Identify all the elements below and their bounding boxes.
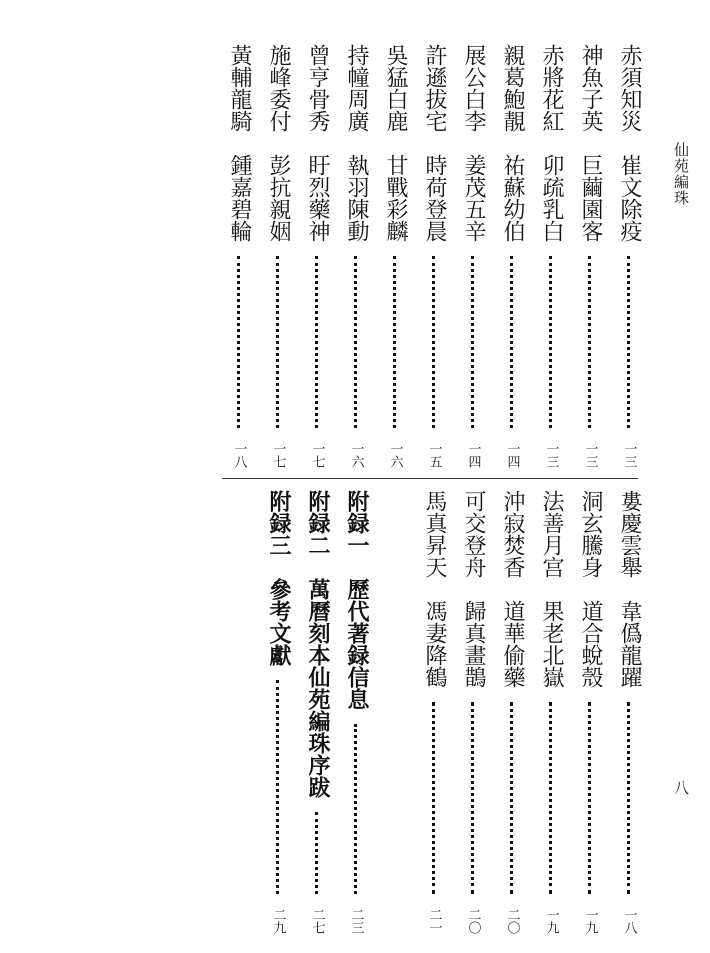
page-number: 八 — [672, 780, 690, 795]
running-title: 仙苑編珠 — [672, 142, 690, 206]
entry-page-number: 一三 — [582, 442, 598, 468]
dot-leader — [575, 688, 605, 908]
appendix-entry[interactable] — [341, 490, 371, 934]
entry-title-a: 馬真昇天 — [422, 490, 447, 578]
entry-page-number: 二〇 — [465, 908, 481, 934]
dot-leader — [263, 242, 293, 442]
toc-entry[interactable] — [341, 44, 371, 468]
entry-title-a: 沖寂焚香 — [500, 490, 525, 578]
entry-title-b: 卯疏乳白 — [539, 154, 564, 242]
dot-leader — [341, 242, 371, 442]
dot-leader — [341, 710, 371, 908]
entry-title-b: 鍾嘉碧輪 — [227, 154, 252, 242]
dot-leader — [419, 242, 449, 442]
entry-title-a: 洞玄騰身 — [578, 490, 603, 578]
appendix-label: 附録三 — [266, 490, 291, 556]
dot-leader — [224, 242, 254, 442]
entry-title-a: 婁慶雲舉 — [617, 490, 642, 578]
entry-page-number: 一五 — [426, 442, 442, 468]
entry-title-a: 持幢周廣 — [344, 44, 369, 132]
entry-page-number: 一四 — [504, 442, 520, 468]
appendix-entry[interactable] — [263, 490, 293, 934]
entry-title-a: 許遜拔宅 — [422, 44, 447, 132]
dot-leader — [614, 688, 644, 908]
toc-entry[interactable] — [458, 44, 488, 468]
appendix-page-number: 二三 — [348, 908, 364, 934]
toc-entry[interactable] — [263, 44, 293, 468]
entry-title-a: 曾亨骨秀 — [305, 44, 330, 132]
toc-entry[interactable] — [614, 44, 644, 468]
entry-title-b: 執羽陳動 — [344, 154, 369, 242]
entry-title-b: 崔文除疫 — [617, 154, 642, 242]
toc-entry[interactable] — [497, 490, 527, 934]
toc-entry[interactable] — [614, 490, 644, 934]
dot-leader — [497, 688, 527, 908]
entry-title-a: 施峰委付 — [266, 44, 291, 132]
dot-leader — [458, 688, 488, 908]
appendix-page-number: 二九 — [270, 908, 286, 934]
entry-title-b: 彭抗親姻 — [266, 154, 291, 242]
entry-page-number: 一三 — [543, 442, 559, 468]
appendix-title: 參考文獻 — [266, 578, 291, 666]
entry-title-a: 赤須知災 — [617, 44, 642, 132]
entry-title-a: 吳猛白鹿 — [383, 44, 408, 132]
dot-leader — [302, 242, 332, 442]
dot-leader — [380, 242, 410, 442]
entry-title-b: 道華偷藥 — [500, 600, 525, 688]
dot-leader — [575, 242, 605, 442]
entry-title-a: 赤將花紅 — [539, 44, 564, 132]
entry-title-a: 可交登舟 — [461, 490, 486, 578]
appendix-entry[interactable] — [302, 490, 332, 934]
toc-entry[interactable] — [497, 44, 527, 468]
toc-entry[interactable] — [536, 490, 566, 934]
dot-leader — [614, 242, 644, 442]
toc-entry[interactable] — [536, 44, 566, 468]
entry-title-b: 祐蘇幼伯 — [500, 154, 525, 242]
toc-entry[interactable] — [419, 44, 449, 468]
toc-entry[interactable] — [224, 44, 254, 468]
entry-title-b: 道合蛻殼 — [578, 600, 603, 688]
entry-page-number: 一七 — [270, 442, 286, 468]
toc-entry[interactable] — [575, 44, 605, 468]
entry-title-b: 果老北嶽 — [539, 600, 564, 688]
entry-title-a: 展公白李 — [461, 44, 486, 132]
toc-entry[interactable] — [380, 44, 410, 468]
dot-leader — [263, 666, 293, 908]
entry-page-number: 一四 — [465, 442, 481, 468]
entry-page-number: 一九 — [543, 908, 559, 934]
appendix-page-number: 二七 — [309, 908, 325, 934]
section-divider — [222, 478, 638, 479]
entry-page-number: 一七 — [309, 442, 325, 468]
entry-title-b: 姜茂五辛 — [461, 154, 486, 242]
dot-leader — [302, 798, 332, 908]
entry-page-number: 一六 — [348, 442, 364, 468]
appendix-label: 附録一 — [344, 490, 369, 556]
entry-title-a: 神魚子英 — [578, 44, 603, 132]
entry-page-number: 二〇 — [504, 908, 520, 934]
entry-title-a: 法善月宫 — [539, 490, 564, 578]
entry-title-a: 親葛鮑靚 — [500, 44, 525, 132]
appendix-title: 萬曆刻本仙苑編珠序跋 — [305, 578, 330, 798]
entry-title-b: 甘戰彩麟 — [383, 154, 408, 242]
dot-leader — [497, 242, 527, 442]
dot-leader — [536, 688, 566, 908]
entry-title-a: 黃輔龍騎 — [227, 44, 252, 132]
toc-entry[interactable] — [302, 44, 332, 468]
entry-title-b: 巨繭園客 — [578, 154, 603, 242]
entry-title-b: 馮妻降鶴 — [422, 600, 447, 688]
entry-page-number: 一八 — [621, 908, 637, 934]
entry-page-number: 一九 — [582, 908, 598, 934]
toc-entry[interactable] — [458, 490, 488, 934]
entry-page-number: 一三 — [621, 442, 637, 468]
entry-title-b: 歸真畫鵲 — [461, 600, 486, 688]
entry-page-number: 一六 — [387, 442, 403, 468]
entry-title-b: 盱烈藥神 — [305, 154, 330, 242]
entry-title-b: 韋僞龍躍 — [617, 600, 642, 688]
entry-page-number: 二一 — [426, 908, 442, 934]
dot-leader — [458, 242, 488, 442]
appendix-label: 附録二 — [305, 490, 330, 556]
entry-title-b: 時荷登晨 — [422, 154, 447, 242]
entry-page-number: 一八 — [231, 442, 247, 468]
dot-leader — [419, 688, 449, 908]
appendix-title: 歷代著録信息 — [344, 578, 369, 710]
toc-entry[interactable] — [575, 490, 605, 934]
dot-leader — [536, 242, 566, 442]
toc-entry[interactable] — [419, 490, 449, 934]
